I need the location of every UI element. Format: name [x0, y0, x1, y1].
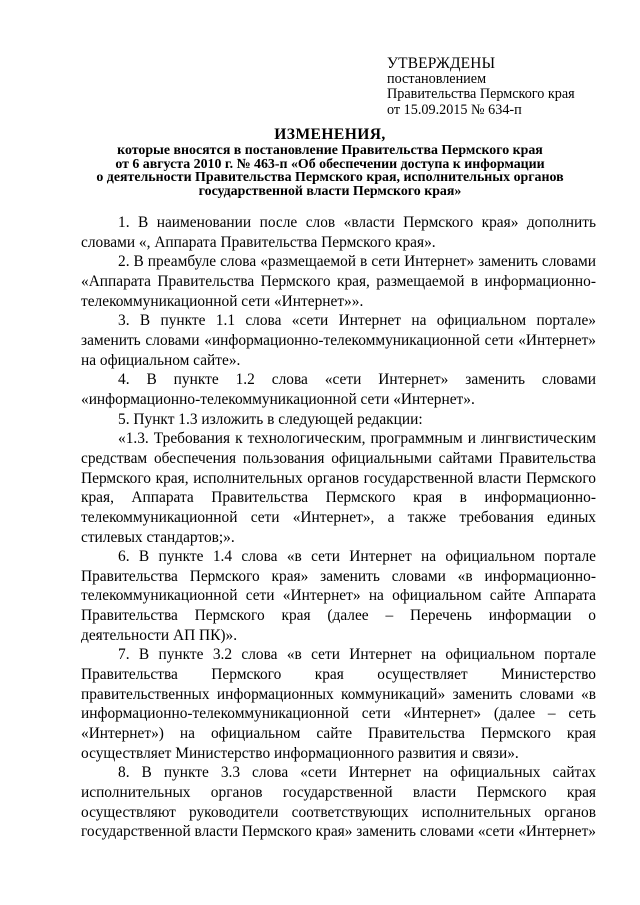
paragraph-1: 1. В наименовании после слов «власти Пермского края» дополнить словами «, Аппарата Правительства Пермского края». [81, 214, 596, 251]
paragraph-3: 3. В пункте 1.1 слова «сети Интернет на официальном портале» заменить словами «информационно-телекоммуникационной сети «Интернет» на официальном сайте». [81, 312, 596, 369]
document-body [81, 213, 596, 842]
paragraph-7: 7. В пункте 3.2 слова «в сети Интернет на официальном портале Правительства Пермского края осуществляет Министерство правительственных информационных коммуникаций» заменить словами «в информационно-телекоммуникационной сети «Интернет» (далее – сеть «Интернет») на официальном сайте Правительства Пермского края осуществляет Министерство информационного развития и связи». [81, 646, 596, 762]
subtitle-line: которые вносятся в постановление Правительства Пермского края [117, 143, 543, 158]
approval-line: от 15.09.2015 № 634-п [387, 101, 522, 118]
approval-line: постановлением [387, 70, 487, 87]
paragraph-8: 8. В пункте 3.3 слова «сети Интернет на официальных сайтах исполнительных органов государственной власти Пермского края осуществляют руководители соответствующих исполнительных органов государственной власти Пермского края» заменить словами «сети «Интернет» [81, 764, 596, 841]
paragraph-4: 4. В пункте 1.2 слова «сети Интернет» заменить словами «информационно-телекоммуникационной сети «Интернет». [81, 371, 596, 408]
approval-heading: УТВЕРЖДЕНЫ [387, 55, 496, 72]
paragraph-5-quote: «1.3. Требования к технологическим, программным и лингвистическим средствам обеспечения пользования официальными сайтами Правительства Пермского края, исполнительных органов государственной власти Пермского края, Аппарата Правительства Пермского края в информационно-телекоммуникационной сети «Интернет», а также требования единых стилевых стандартов;». [81, 430, 596, 546]
document-title: ИЗМЕНЕНИЯ, [274, 126, 386, 143]
subtitle-line: государственной власти Пермского края» [198, 183, 462, 199]
approval-line: Правительства Пермского края [387, 86, 575, 103]
paragraph-6: 6. В пункте 1.4 слова «в сети Интернет на официальном портале Правительства Пермского края» заменить словами «в информационно-телекоммуникационной сети «Интернет» на официальном сайте Аппарата Правительства Пермского края (далее – Перечень информации о деятельности АП ПК)». [81, 548, 596, 644]
paragraph-5: 5. Пункт 1.3 изложить в следующей редакции: [118, 410, 423, 428]
approval-block [387, 56, 627, 118]
paragraph-2: 2. В преамбуле слова «размещаемой в сети Интернет» заменить словами «Аппарата Правительства Пермского края, размещаемой в информационно-телекоммуникационной сети «Интернет»». [81, 253, 596, 310]
subtitle-line: от 6 августа 2010 г. № 463-п «Об обеспечении доступа к информации [115, 156, 545, 172]
document-subtitle [60, 144, 600, 198]
subtitle-line: о деятельности Правительства Пермского края, исполнительных органов [96, 170, 564, 186]
